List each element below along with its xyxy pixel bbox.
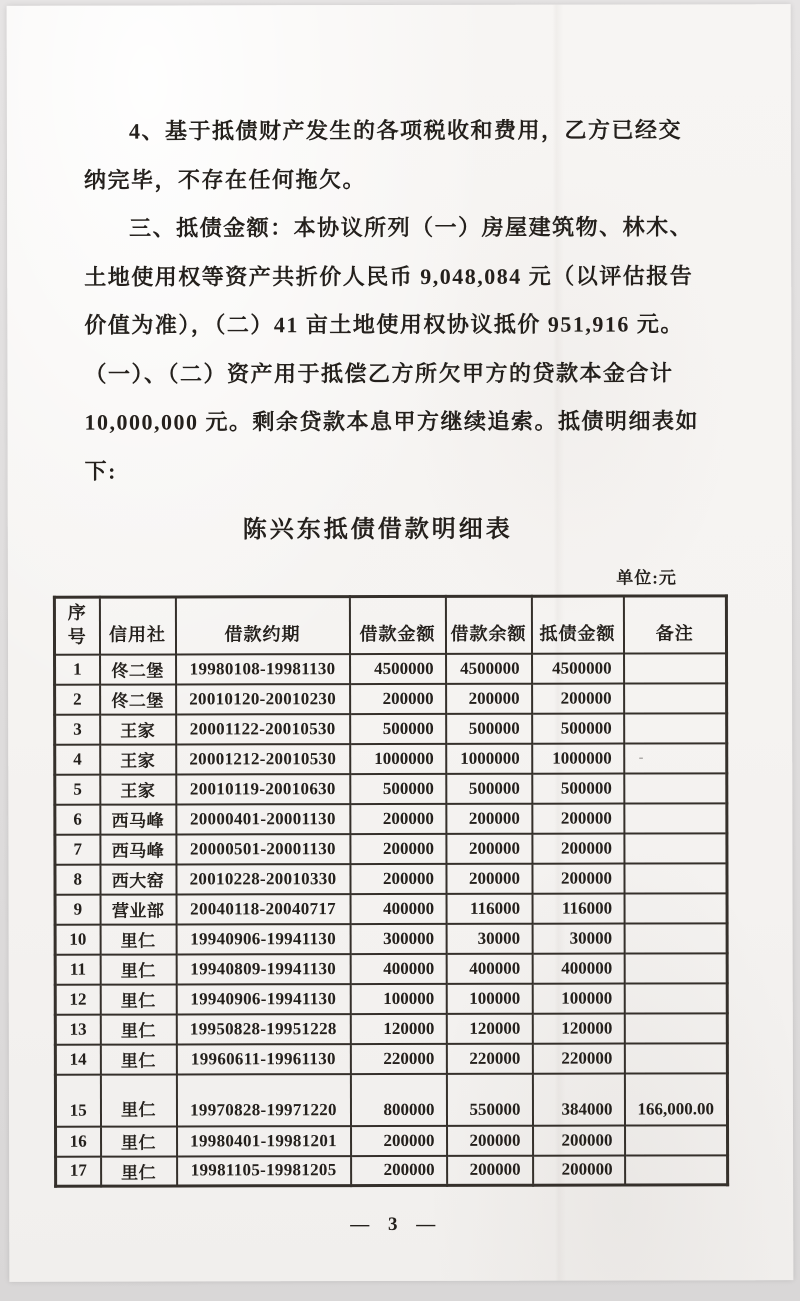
cell-credit_union: 营业部 [100, 894, 176, 924]
cell-loan_balance: 200000 [446, 683, 532, 713]
cell-credit_union: 里仁 [100, 954, 176, 984]
cell-period: 20040118-20040717 [176, 894, 350, 924]
cell-period: 19980108-19981130 [176, 654, 350, 684]
cell-period: 19980401-19981201 [177, 1126, 351, 1156]
cell-note [624, 893, 727, 923]
cell-credit_union: 里仁 [101, 1126, 177, 1156]
cell-note [624, 653, 727, 683]
cell-no: 3 [55, 714, 100, 744]
document-page [7, 4, 794, 1282]
cell-loan_amount: 200000 [350, 863, 446, 893]
body-line: 纳完毕，不存在任何拖欠。 [84, 166, 367, 193]
table-row [55, 833, 727, 864]
cell-period: 19940906-19941130 [176, 924, 350, 954]
cell-credit_union: 佟二堡 [100, 654, 176, 684]
cell-credit_union: 王家 [100, 714, 176, 744]
cell-no: 5 [55, 774, 100, 804]
cell-period: 20000401-20001130 [176, 804, 350, 834]
table-row [55, 1043, 727, 1074]
cell-credit_union: 里仁 [100, 1014, 176, 1044]
cell-loan_amount: 200000 [350, 833, 446, 863]
cell-debt_offset: 4500000 [532, 653, 624, 683]
unit-label: 单位:元 [616, 568, 677, 588]
cell-credit_union: 里仁 [101, 1156, 177, 1186]
cell-loan_amount: 300000 [350, 923, 446, 953]
cell-loan_balance: 550000 [446, 1073, 532, 1125]
cell-loan_balance: 500000 [446, 773, 532, 803]
table-row [55, 743, 727, 774]
cell-debt_offset: 200000 [533, 1155, 625, 1185]
cell-period: 19950828-19951228 [176, 1014, 350, 1044]
table-header-row [54, 596, 726, 654]
body-paragraphs [84, 106, 717, 495]
cell-debt_offset: 1000000 [532, 743, 624, 773]
table-row [55, 1073, 727, 1126]
body-line: 三、抵债金额：本协议所列（一）房屋建筑物、林木、 [129, 214, 694, 241]
cell-credit_union: 王家 [100, 744, 176, 774]
table-row [55, 1013, 727, 1044]
cell-loan_balance: 120000 [446, 1013, 532, 1043]
page-number: — 3 — [350, 1213, 443, 1236]
cell-no: 7 [55, 834, 100, 864]
cell-note [624, 713, 727, 743]
cell-credit_union: 西马峰 [100, 834, 176, 864]
cell-loan_balance: 400000 [446, 953, 532, 983]
cell-debt_offset: 200000 [532, 683, 624, 713]
cell-loan_balance: 116000 [446, 893, 532, 923]
table-row [55, 953, 727, 984]
cell-note [624, 983, 727, 1013]
cell-loan_amount: 800000 [350, 1073, 446, 1125]
cell-note [624, 1043, 727, 1073]
table-row [55, 983, 727, 1014]
table-body [55, 653, 728, 1186]
body-line: 下: [84, 458, 117, 484]
cell-no: 16 [56, 1126, 101, 1156]
cell-note [624, 773, 727, 803]
cell-period: 20000501-20001130 [176, 834, 350, 864]
cell-debt_offset: 30000 [532, 923, 624, 953]
cell-loan_balance: 30000 [446, 923, 532, 953]
cell-debt_offset: 200000 [532, 833, 624, 863]
body-line: 土地使用权等资产共折价人民币 9,048,084 元（以评估报告 [84, 262, 694, 290]
cell-period: 19940906-19941130 [176, 984, 350, 1014]
cell-debt_offset: 120000 [532, 1013, 624, 1043]
cell-note [624, 953, 727, 983]
cell-note [624, 803, 727, 833]
cell-note [624, 863, 727, 893]
cell-credit_union: 里仁 [100, 924, 176, 954]
cell-note [625, 1125, 728, 1155]
cell-loan_balance: 200000 [446, 863, 532, 893]
cell-note [625, 1155, 728, 1185]
cell-loan_amount: 1000000 [350, 743, 446, 773]
cell-credit_union: 里仁 [100, 984, 176, 1014]
cell-loan_balance: 100000 [446, 983, 532, 1013]
cell-no: 9 [55, 894, 100, 924]
cell-loan_balance: 220000 [446, 1043, 532, 1073]
table-row [55, 713, 727, 744]
cell-no: 14 [55, 1044, 100, 1074]
cell-period: 19970828-19971220 [176, 1074, 350, 1126]
cell-note: - [624, 743, 727, 773]
cell-credit_union: 西大窑 [100, 864, 176, 894]
cell-note [624, 1013, 727, 1043]
table-row [55, 803, 727, 834]
cell-loan_balance: 4500000 [446, 653, 532, 683]
column-header: 借款余额 [445, 596, 531, 653]
cell-note [624, 833, 727, 863]
cell-debt_offset: 220000 [532, 1043, 624, 1073]
cell-no: 8 [55, 864, 100, 894]
table-row [55, 923, 727, 954]
cell-period: 19940809-19941130 [176, 954, 350, 984]
table-row [55, 893, 727, 924]
cell-note [624, 923, 727, 953]
table-row [56, 1155, 728, 1186]
cell-loan_amount: 400000 [350, 953, 446, 983]
cell-loan_amount: 500000 [350, 773, 446, 803]
cell-debt_offset: 100000 [532, 983, 624, 1013]
cell-period: 19960611-19961130 [176, 1044, 350, 1074]
cell-no: 17 [56, 1156, 101, 1186]
cell-note: 166,000.00 [624, 1073, 727, 1125]
table-row [55, 653, 727, 684]
cell-debt_offset: 200000 [533, 1125, 625, 1155]
body-line: 10,000,000 元。剩余贷款本息甲方继续追索。抵债明细表如 [84, 408, 700, 435]
cell-credit_union: 王家 [100, 774, 176, 804]
table-header [54, 596, 726, 654]
cell-no: 1 [55, 654, 100, 684]
cell-debt_offset: 384000 [532, 1073, 624, 1125]
column-header: 备注 [623, 596, 726, 653]
cell-debt_offset: 500000 [532, 713, 624, 743]
cell-credit_union: 佟二堡 [100, 684, 176, 714]
column-header: 借款约期 [175, 597, 349, 654]
column-header: 序号 [54, 597, 99, 654]
cell-debt_offset: 400000 [532, 953, 624, 983]
cell-no: 13 [55, 1014, 100, 1044]
cell-period: 19981105-19981205 [177, 1156, 351, 1186]
cell-period: 20010119-20010630 [176, 774, 350, 804]
cell-loan_balance: 500000 [446, 713, 532, 743]
table-title: 陈兴东抵债借款明细表 [242, 516, 513, 544]
cell-loan_balance: 200000 [446, 803, 532, 833]
cell-credit_union: 里仁 [100, 1074, 176, 1126]
cell-no: 15 [55, 1074, 100, 1126]
cell-period: 20001122-20010530 [176, 714, 350, 744]
cell-loan_amount: 200000 [350, 803, 446, 833]
cell-loan_amount: 500000 [350, 713, 446, 743]
cell-loan_amount: 4500000 [350, 653, 446, 683]
cell-debt_offset: 116000 [532, 893, 624, 923]
table-row [55, 863, 727, 894]
cell-credit_union: 里仁 [100, 1044, 176, 1074]
cell-no: 12 [55, 984, 100, 1014]
cell-loan_balance: 1000000 [446, 743, 532, 773]
cell-debt_offset: 200000 [532, 863, 624, 893]
cell-loan_amount: 200000 [350, 683, 446, 713]
cell-loan_amount: 120000 [350, 1013, 446, 1043]
body-line: 4、基于抵债财产发生的各项税收和费用，乙方已经交 [128, 117, 682, 144]
column-header: 借款金额 [349, 596, 445, 653]
cell-debt_offset: 500000 [532, 773, 624, 803]
cell-no: 2 [55, 684, 100, 714]
table-row [55, 773, 727, 804]
cell-period: 20010120-20010230 [176, 684, 350, 714]
column-header: 信用社 [99, 597, 175, 654]
table-row [55, 683, 727, 714]
cell-no: 4 [55, 744, 100, 774]
table-row [56, 1125, 728, 1156]
cell-loan_balance: 200000 [446, 833, 532, 863]
body-line: 价值为准），（二）41 亩土地使用权协议抵价 951,916 元。 [84, 311, 684, 338]
body-line: （一）、（二）资产用于抵偿乙方所欠甲方的贷款本金合计 [84, 359, 674, 387]
cell-loan_amount: 100000 [350, 983, 446, 1013]
cell-debt_offset: 200000 [532, 803, 624, 833]
cell-loan_balance: 200000 [447, 1155, 533, 1185]
cell-no: 6 [55, 804, 100, 834]
cell-loan_amount: 200000 [351, 1155, 447, 1185]
cell-no: 11 [55, 954, 100, 984]
cell-loan_balance: 200000 [447, 1125, 533, 1155]
column-header: 抵债金额 [531, 596, 623, 653]
cell-period: 20010228-20010330 [176, 864, 350, 894]
loan-detail-table [53, 594, 729, 1187]
cell-note [624, 683, 727, 713]
cell-credit_union: 西马峰 [100, 804, 176, 834]
cell-no: 10 [55, 924, 100, 954]
cell-loan_amount: 400000 [350, 893, 446, 923]
cell-loan_amount: 220000 [350, 1043, 446, 1073]
cell-period: 20001212-20010530 [176, 744, 350, 774]
cell-loan_amount: 200000 [351, 1125, 447, 1155]
